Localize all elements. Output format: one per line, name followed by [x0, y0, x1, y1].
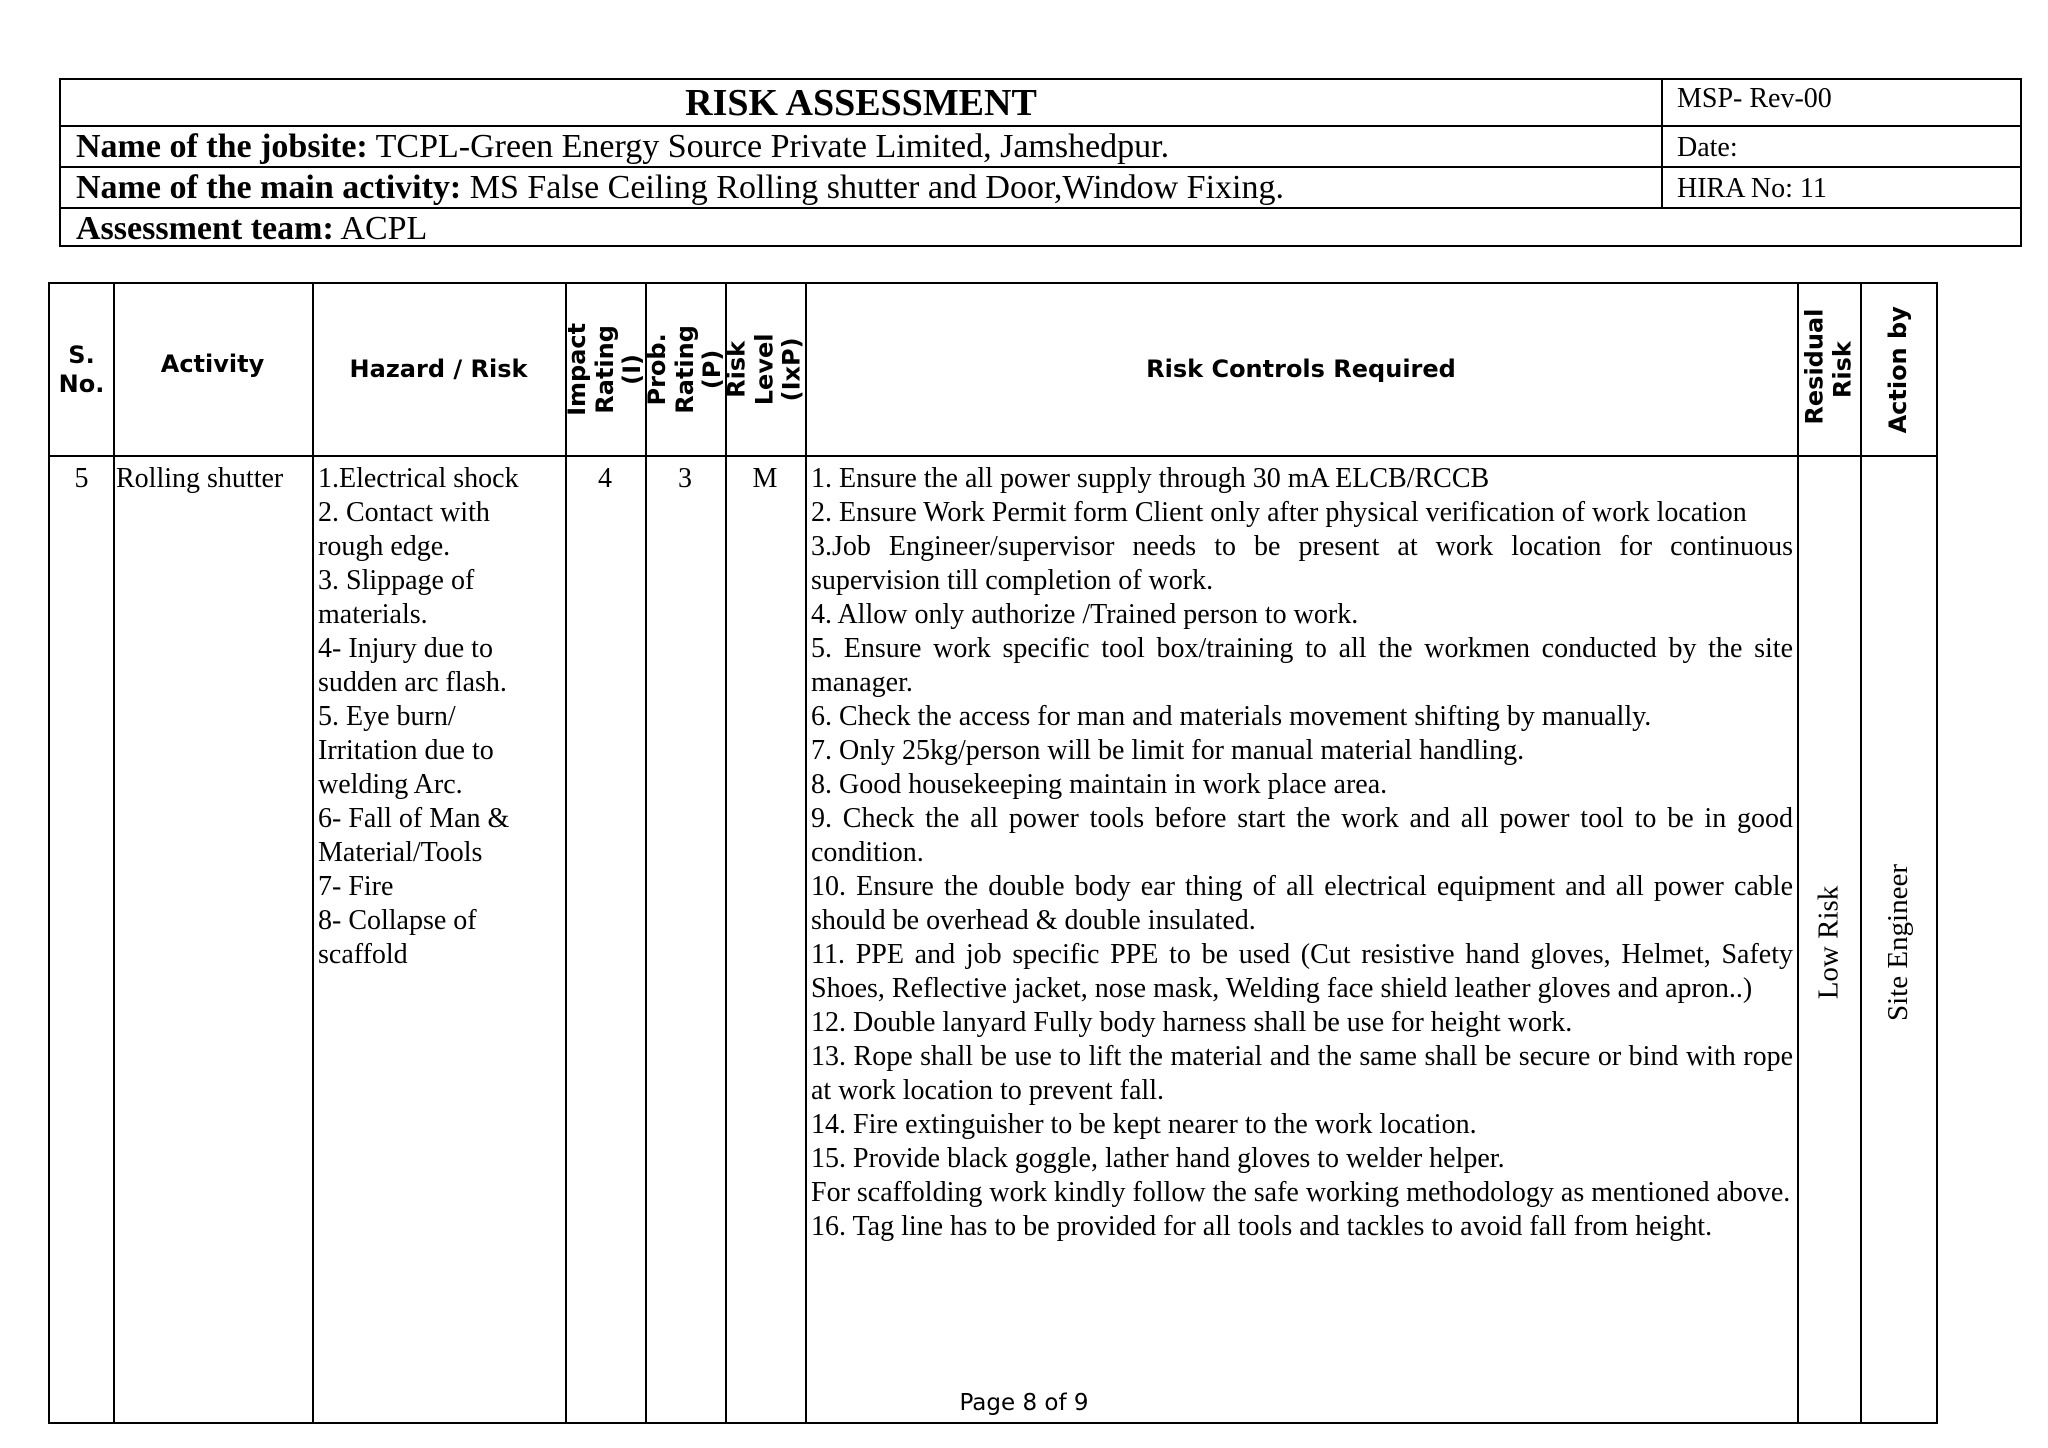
page-number: Page 8 of 9 — [959, 1390, 1089, 1416]
col-header-activity: Activity — [160, 349, 265, 378]
control-item: 10. Ensure the double body ear thing of all electrical equipment and all power cable should be overhead & double insulated. — [811, 871, 1793, 936]
residual-text: Low Risk — [1812, 885, 1844, 999]
row-action — [1860, 462, 1938, 1422]
title-cell — [61, 80, 1663, 125]
control-item: 1. Ensure the all power supply through 30 mA ELCB/RCCB — [811, 463, 1490, 494]
activity-value: MS False Ceiling Rolling shutter and Door,Window Fixing. — [461, 169, 1284, 206]
hazard-item: 4- Injury due to sudden arc flash. — [318, 633, 507, 698]
doc-ref: MSP- Rev-00 — [1677, 83, 1832, 114]
team-value: ACPL — [333, 210, 428, 247]
header-activity-row — [61, 168, 2020, 209]
hazard-item: 6- Fall of Man & Material/Tools — [318, 803, 510, 868]
row-prob: 3 — [678, 463, 692, 494]
row-sno: 5 — [74, 463, 89, 494]
header-title-row — [61, 80, 2020, 127]
control-item: For scaffolding work kindly follow the safe working methodology as mentioned above. — [811, 1177, 1791, 1208]
control-item: 16. Tag line has to be provided for all tools and tackles to avoid fall from height. — [811, 1211, 1713, 1242]
control-item: 11. PPE and job specific PPE to be used (Cut resistive hand gloves, Helmet, Safety Shoes, Reflective jacket, nose mask, Welding face shield leather gloves and apron..) — [811, 939, 1793, 1004]
hazard-item: 3. Slippage of materials. — [318, 565, 475, 630]
col-header-risk-level-text: Risk Level (IxP) — [722, 333, 806, 406]
row-impact: 4 — [598, 463, 612, 494]
col-header-residual — [1797, 284, 1860, 455]
document-title: RISK ASSESSMENT — [685, 82, 1037, 124]
col-header-controls: Risk Controls Required — [1146, 355, 1456, 384]
col-header-prob-text: Prob. Rating (P) — [642, 325, 726, 414]
col-header-impact-text: Impact Rating (I) — [562, 322, 646, 417]
jobsite-value: TCPL-Green Energy Source Private Limited, Jamshedpur. — [367, 128, 1170, 165]
control-item: 4. Allow only authorize /Trained person to work. — [811, 599, 1359, 630]
document-header — [59, 78, 2022, 247]
control-item: 6. Check the access for man and materials movement shifting by manually. — [811, 701, 1652, 732]
col-header-sno: S. No. — [58, 340, 105, 398]
row-residual — [1797, 462, 1860, 1422]
col-header-hazard: Hazard / Risk — [349, 355, 528, 384]
control-item: 7. Only 25kg/person will be limit for manual material handling. — [811, 735, 1525, 766]
jobsite-cell — [61, 127, 1663, 166]
activity-cell — [61, 168, 1663, 207]
col-header-action — [1860, 284, 1938, 455]
col-header-prob — [642, 284, 726, 455]
hazard-item: 8- Collapse of scaffold — [318, 905, 477, 970]
control-item: 14. Fire extinguisher to be kept nearer to the work location. — [811, 1109, 1477, 1140]
row-risk-level: M — [752, 463, 778, 494]
col-header-action-text: Action by — [1884, 305, 1913, 434]
hazard-item: 7- Fire — [318, 871, 394, 902]
team-label: Assessment team: — [76, 210, 334, 247]
col-header-risk-level — [722, 284, 806, 455]
activity-label: Name of the main activity: — [76, 169, 462, 206]
controls-list — [811, 462, 1793, 1244]
activity-text — [61, 168, 1661, 208]
control-item: 15. Provide black goggle, lather hand gloves to welder helper. — [811, 1143, 1505, 1174]
hazard-item: 5. Eye burn/ Irritation due to welding Arc. — [318, 701, 494, 800]
header-separator — [50, 455, 1936, 457]
risk-table — [48, 282, 1938, 1424]
hazard-item: 1.Electrical shock — [318, 463, 519, 494]
hazard-item: 2. Contact with rough edge. — [318, 497, 490, 562]
action-text: Site Engineer — [1882, 863, 1915, 1021]
jobsite-text — [61, 127, 1661, 167]
jobsite-label: Name of the jobsite: — [76, 128, 368, 165]
col-header-impact — [562, 284, 646, 455]
control-item: 5. Ensure work specific tool box/training to all the workmen conducted by the site manager. — [811, 633, 1793, 698]
hira-number: HIRA No: 11 — [1677, 173, 1827, 204]
hazard-list — [318, 462, 558, 972]
col-header-residual-text: Residual Risk — [1799, 308, 1856, 425]
header-team-row — [61, 209, 2020, 247]
control-item: 13. Rope shall be use to lift the material and the same shall be secure or bind with rope at work location to prevent fall. — [811, 1041, 1793, 1106]
team-text — [61, 209, 2020, 249]
control-item: 8. Good housekeeping maintain in work place area. — [811, 769, 1388, 800]
date-label: Date: — [1677, 132, 1738, 163]
row-activity: Rolling shutter — [116, 463, 284, 494]
header-jobsite-row — [61, 127, 2020, 168]
control-item: 3.Job Engineer/supervisor needs to be present at work location for continuous supervision till completion of work. — [811, 531, 1793, 596]
control-item: 2. Ensure Work Permit form Client only after physical verification of work location — [811, 497, 1747, 528]
control-item: 12. Double lanyard Fully body harness shall be use for height work. — [811, 1007, 1573, 1038]
control-item: 9. Check the all power tools before start the work and all power tool to be in good condition. — [811, 803, 1793, 868]
